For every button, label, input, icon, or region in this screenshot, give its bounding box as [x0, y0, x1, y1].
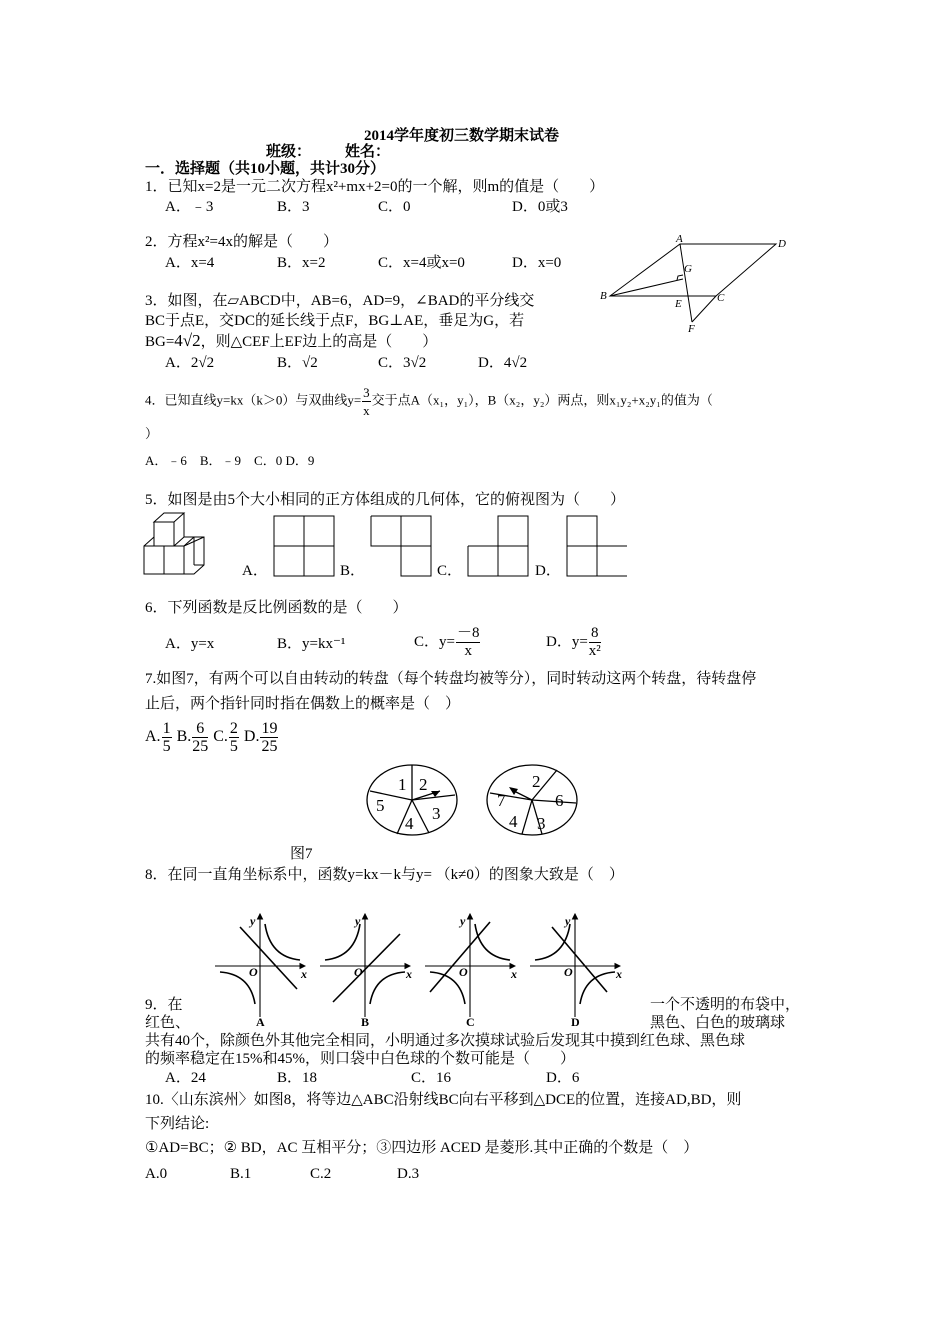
- q2-option-a: A．x=4: [165, 255, 215, 271]
- svg-text:5: 5: [376, 796, 385, 815]
- graph-b: [320, 914, 410, 1017]
- svg-text:x: x: [511, 967, 517, 981]
- q3-option-c: C．3√2: [378, 355, 427, 371]
- top-view-option-b: [370, 515, 440, 579]
- q1-option-b: B．3: [277, 199, 310, 215]
- q4-line2: ）: [145, 426, 159, 441]
- svg-text:3: 3: [432, 804, 441, 823]
- svg-text:C: C: [466, 1015, 475, 1029]
- spinner-wheel-2: [487, 763, 587, 843]
- q10-option-b: B.1: [230, 1166, 252, 1182]
- q5-stem: 5．如图是由5个大小相同的正方体组成的几何体，它的俯视图为（ ）: [145, 492, 626, 508]
- q6-stem: 6．下列函数是反比例函数的是（ ）: [145, 600, 408, 616]
- q7-line1: 7.如图7，有两个可以自由转动的转盘（每个转盘均被等分），同时转动这两个转盘，待转盘停: [145, 671, 757, 687]
- svg-text:O: O: [354, 965, 363, 979]
- q1-option-a: A．﹣3: [165, 199, 214, 215]
- q6-option-a: A．y=x: [165, 636, 215, 652]
- q3-line3: BG=4√2，则△CEF上EF边上的高是（ ）: [145, 331, 438, 350]
- q10-option-d: D.3: [397, 1166, 420, 1182]
- q6-option-b: B．y=kx⁻¹: [277, 636, 346, 652]
- svg-text:D: D: [571, 1015, 580, 1029]
- figure-7-caption: 图7: [290, 846, 313, 862]
- section-heading: 一．选择题（共10小题，共计30分）: [145, 161, 386, 177]
- q9-start: 9．在: [145, 997, 183, 1013]
- class-label: 班级：: [266, 144, 312, 160]
- q1-stem: 1．已知x=2是一元二次方程x²+mx+2=0的一个解，则m的值是（ ）: [145, 179, 605, 195]
- q3-line1: 3．如图，在▱ABCD中，AB=6，AD=9，∠BAD的平分线交: [145, 293, 535, 309]
- q3-option-d: D．4√2: [478, 355, 528, 371]
- q10-line2: 下列结论:: [145, 1116, 210, 1132]
- svg-text:y: y: [460, 914, 466, 928]
- page-title: 2014学年度初三数学期末试卷: [364, 128, 560, 144]
- top-view-option-c: [467, 515, 537, 579]
- q9-option-c: C．16: [411, 1070, 452, 1086]
- svg-text:A: A: [256, 1015, 265, 1029]
- svg-text:2: 2: [532, 772, 541, 791]
- svg-text:6: 6: [555, 791, 564, 810]
- q6-option-c: C．y= $\frac{-8}{x}$: [414, 625, 480, 659]
- graph-a: [215, 914, 305, 1017]
- svg-text:O: O: [564, 965, 573, 979]
- q5-label-c: C．: [437, 563, 463, 579]
- q2-option-c: C．x=4或x=0: [378, 255, 465, 271]
- fig3-label-f: F: [688, 323, 695, 335]
- q9-option-b: B．18: [277, 1070, 318, 1086]
- graph-c: [425, 914, 515, 1017]
- q2-option-d: D．x=0: [512, 255, 562, 271]
- q2-stem: 2．方程x²=4x的解是（ ）: [145, 234, 338, 250]
- q2-option-b: B．x=2: [277, 255, 326, 271]
- svg-text:7: 7: [497, 791, 506, 810]
- fig3-label-c: C: [717, 292, 725, 304]
- svg-text:O: O: [249, 965, 258, 979]
- svg-text:3: 3: [537, 814, 546, 833]
- q3-option-a: A．2√2: [165, 355, 215, 371]
- name-label: 姓名：: [345, 144, 391, 160]
- svg-text:O: O: [459, 965, 468, 979]
- q1-option-d: D．0或3: [512, 199, 568, 215]
- svg-text:y: y: [565, 914, 571, 928]
- q4-line1: 4．已知直线y=kx（k＞0）与双曲线y= $\frac{3}{x}$ 交于点A（x₁，y₁），B（x₂，y₂）两点，则x₁y₂+x₂y₁的值为（: [145, 385, 713, 418]
- svg-text:y: y: [250, 914, 256, 928]
- q7-options: A. $\frac{1}{5}$ B. $\frac{6}{25}$ C. $\frac{2}{5}$ D. $\frac{19}{25}$: [145, 720, 278, 755]
- q10-line1: 10.〈山东滨州〉如图8，将等边△ABC沿射线BC向右平移到△DCE的位置，连接AD,BD，则: [145, 1092, 742, 1108]
- q9-fragment-b: 一个不透明的布袋中，: [650, 997, 801, 1013]
- q8-graphs: [215, 912, 635, 1027]
- q10-option-c: C.2: [310, 1166, 332, 1182]
- svg-text:4: 4: [405, 814, 414, 833]
- fig3-label-b: B: [600, 290, 607, 302]
- top-view-option-a: [273, 515, 337, 579]
- q9-line3: 共有40个，除颜色外其他完全相同，小明通过多次摸球试验后发现其中摸到红色球、黑色球: [145, 1033, 746, 1049]
- q7-line2: 止后，两个指针同时指在偶数上的概率是（ ）: [145, 696, 461, 712]
- graph-d: [530, 914, 620, 1017]
- q5-label-a: A．: [242, 563, 268, 579]
- cube-solid-figure: [142, 508, 212, 578]
- q5-label-d: D．: [535, 563, 561, 579]
- svg-text:x: x: [616, 967, 622, 981]
- q10-line3: ①AD=BC；② BD，AC 互相平分；③四边形 ACED 是菱形.其中正确的个数是（ ）: [145, 1140, 699, 1156]
- svg-text:B: B: [361, 1015, 370, 1029]
- q6-option-d: D．y= $\frac{8}{\text{x²}}$: [546, 625, 601, 659]
- q9-line4: 的频率稳定在15%和45%，则口袋中白色球的个数可能是（ ）: [145, 1051, 575, 1067]
- q5-label-b: B．: [340, 563, 366, 579]
- top-view-option-d: [566, 515, 636, 579]
- q9-fragment-c: 红色、: [145, 1015, 191, 1031]
- q9-fragment-d: 黑色、白色的玻璃球: [650, 1015, 786, 1031]
- q8-stem: 8．在同一直角坐标系中，函数y=kx－k与y= （k≠0）的图象大致是（ ）: [145, 867, 624, 883]
- svg-text:y: y: [355, 914, 361, 928]
- svg-text:4: 4: [509, 812, 518, 831]
- fig3-label-g: G: [684, 263, 692, 275]
- q3-line2: BC于点E，交DC的延长线于点F，BG⊥AE，垂足为G，若: [145, 313, 525, 329]
- fig3-label-d: D: [778, 238, 786, 250]
- svg-text:1: 1: [398, 775, 407, 794]
- q10-option-a: A.0: [145, 1166, 168, 1182]
- parallelogram-figure: [598, 233, 798, 333]
- svg-text:x: x: [301, 967, 307, 981]
- fig3-label-a: A: [676, 233, 683, 245]
- q9-option-d: D．6: [546, 1070, 580, 1086]
- q9-option-a: A．24: [165, 1070, 206, 1086]
- q3-option-b: B．√2: [277, 355, 318, 371]
- q1-option-c: C．0: [378, 199, 411, 215]
- svg-text:x: x: [406, 967, 412, 981]
- spinner-wheel-1: [367, 763, 467, 843]
- q4-options: A．﹣6 B．﹣9 C．0 D．9: [145, 453, 315, 468]
- svg-text:2: 2: [419, 775, 428, 794]
- fig3-label-e: E: [675, 298, 682, 310]
